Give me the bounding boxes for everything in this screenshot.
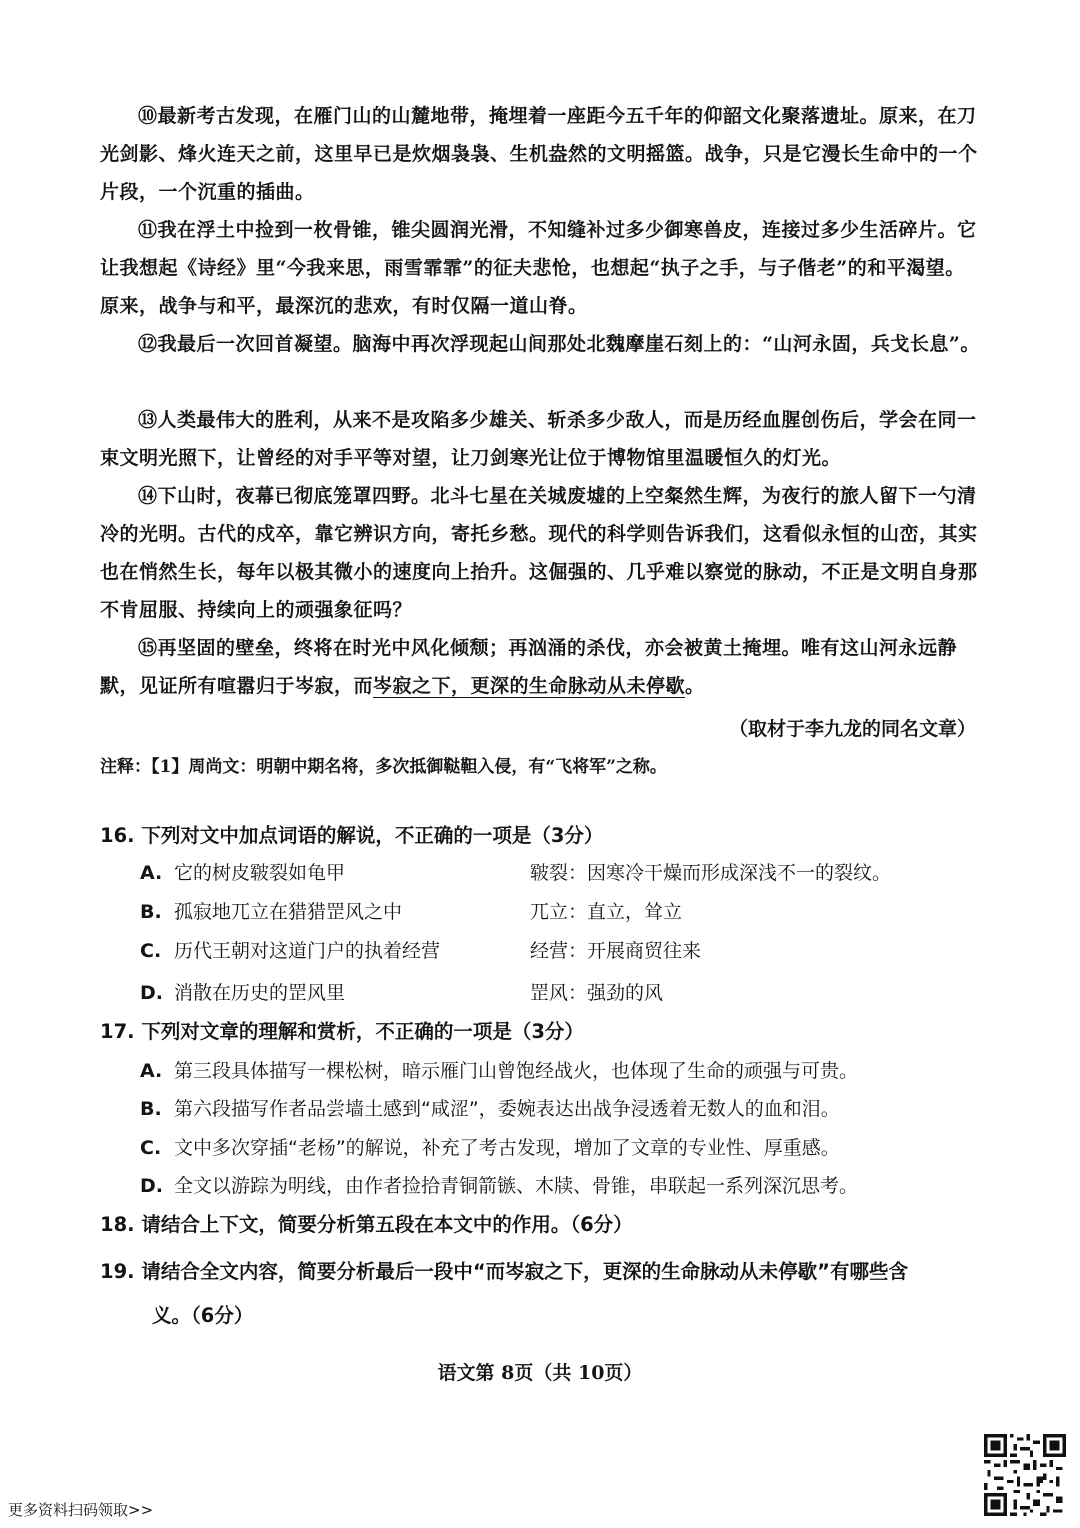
q16-option-d — [140, 978, 345, 1005]
question-19-stem: 19. 请结合全文内容，简要分析最后一段中“而岑寂之下，更深的生命脉动从未停歇”有哪些含 — [100, 1260, 908, 1283]
q16-gloss-a: 皲裂：因寒冷干燥而形成深浅不一的裂纹。 — [530, 862, 892, 884]
q16-option-c — [140, 936, 440, 963]
annotation-note: 注释：【1】周尚文：明朝中期名将，多次抵御鞑靼入侵，有“飞将军”之称。 — [100, 757, 667, 777]
more-resources-link[interactable]: 更多资料扫码领取>> — [8, 1501, 154, 1519]
paragraph-14: ⑭下山时，夜幕已彻底笼罩四野。北斗七星在关城废墟的上空粲然生辉，为夜行的旅人留下一勺清冷的光明。古代的戍卒，靠它辨识方向，寄托乡愁。现代的科学则告诉我们，这看似永恒的山峦，其实也在悄然生长，每年以极其微小的速度向上抬升。这倔强的、几乎难以察觉的脉动，不正是文明自身那不肯屈服、持续向上的顽强象征吗？ — [100, 485, 978, 621]
page-number: 语文第 8页（共 10页） — [437, 1362, 643, 1384]
paragraph-15 — [100, 629, 980, 705]
paragraph-11: ⑪我在浮土中捡到一枚骨锥，锥尖圆润光滑，不知缝补过多少御寒兽皮，连接过多少生活碎片。它让我想起《诗经》里“今我来思，雨雪霏霏”的征夫悲怆，也想起“执子之手，与子偕老”的和平渴望。原来，战争与和平，最深沉的悲欢，有时仅隔一道山脊。 — [100, 219, 977, 317]
option-text: 它的树皮皲裂如龟甲 — [174, 862, 346, 884]
paragraph-15-end: 。 — [685, 675, 705, 697]
paragraph-15-lead: ⑮再坚固的壁垒，终将在时光中风化倾颓；再汹涌的杀伐，亦会被黄土掩埋。唯有这山河永远静默，见证所有喧嚣归于岑寂，而 — [100, 637, 958, 697]
q16-gloss-c: 经营：开展商贸往来 — [530, 940, 702, 962]
option-text: 消散在历史的罡风里 — [174, 982, 346, 1004]
paragraph-10: ⑩最新考古发现，在雁门山的山麓地带，掩埋着一座距今五千年的仰韶文化聚落遗址。原来，在刀光剑影、烽火连天之前，这里早已是炊烟袅袅、生机盎然的文明摇篮。战争，只是它漫长生命中的一个片段，一个沉重的插曲。 — [100, 105, 978, 203]
option-text: 孤寂地兀立在猎猎罡风之中 — [174, 901, 403, 923]
option-text: 文中多次穿插“老杨”的解说，补充了考古发现，增加了文章的专业性、厚重感。 — [174, 1137, 840, 1159]
paragraph-13: ⑬人类最伟大的胜利，从来不是攻陷多少雄关、斩杀多少敌人，而是历经血腥创伤后，学会在同一束文明光照下，让曾经的对手平等对望，让刀剑寒光让位于博物馆里温暖恒久的灯光。 — [100, 409, 977, 469]
q17-option-a — [140, 1056, 858, 1083]
q17-option-d — [140, 1171, 858, 1198]
q16-gloss-b: 兀立：直立，耸立 — [530, 901, 683, 923]
question-16-stem: 16. 下列对文中加点词语的解说，不正确的一项是（3分） — [100, 824, 604, 847]
q16-option-a — [140, 858, 345, 885]
q16-option-b — [140, 897, 402, 924]
option-key: A. — [140, 862, 163, 884]
option-key: A. — [140, 1060, 163, 1082]
paragraph-12: ⑫我最后一次回首凝望。脑海中再次浮现起山间那处北魏摩崖石刻上的：“山河永固，兵戈长息”。 — [138, 333, 980, 355]
qr-code-icon[interactable] — [984, 1434, 1066, 1516]
option-text: 历代王朝对这道门户的执着经营 — [174, 940, 441, 962]
question-17-stem: 17. 下列对文章的理解和赏析，不正确的一项是（3分） — [100, 1020, 584, 1043]
option-key: C. — [140, 1137, 162, 1159]
question-19-stem-cont: 义。（6分） — [152, 1304, 254, 1327]
q17-option-b — [140, 1094, 840, 1121]
option-text: 第六段描写作者品尝墙土感到“咸涩”，委婉表达出战争浸透着无数人的血和泪。 — [174, 1098, 840, 1120]
option-text: 全文以游踪为明线，由作者捡拾青铜箭镞、木牍、骨锥，串联起一系列深沉思考。 — [174, 1175, 859, 1197]
option-key: B. — [140, 901, 162, 923]
option-key: D. — [140, 982, 163, 1004]
option-key: D. — [140, 1175, 163, 1197]
q17-option-c — [140, 1133, 840, 1160]
question-18-stem: 18. 请结合上下文，简要分析第五段在本文中的作用。（6分） — [100, 1213, 633, 1236]
option-text: 第三段具体描写一棵松树，暗示雁门山曾饱经战火，也体现了生命的顽强与可贵。 — [174, 1060, 859, 1082]
option-key: B. — [140, 1098, 162, 1120]
source-attribution: （取材于李九龙的同名文章） — [728, 718, 976, 740]
underlined-sentence: 岑寂之下，更深的生命脉动从未停歇 — [373, 675, 686, 697]
option-key: C. — [140, 940, 162, 962]
q16-gloss-d: 罡风：强劲的风 — [530, 982, 664, 1004]
